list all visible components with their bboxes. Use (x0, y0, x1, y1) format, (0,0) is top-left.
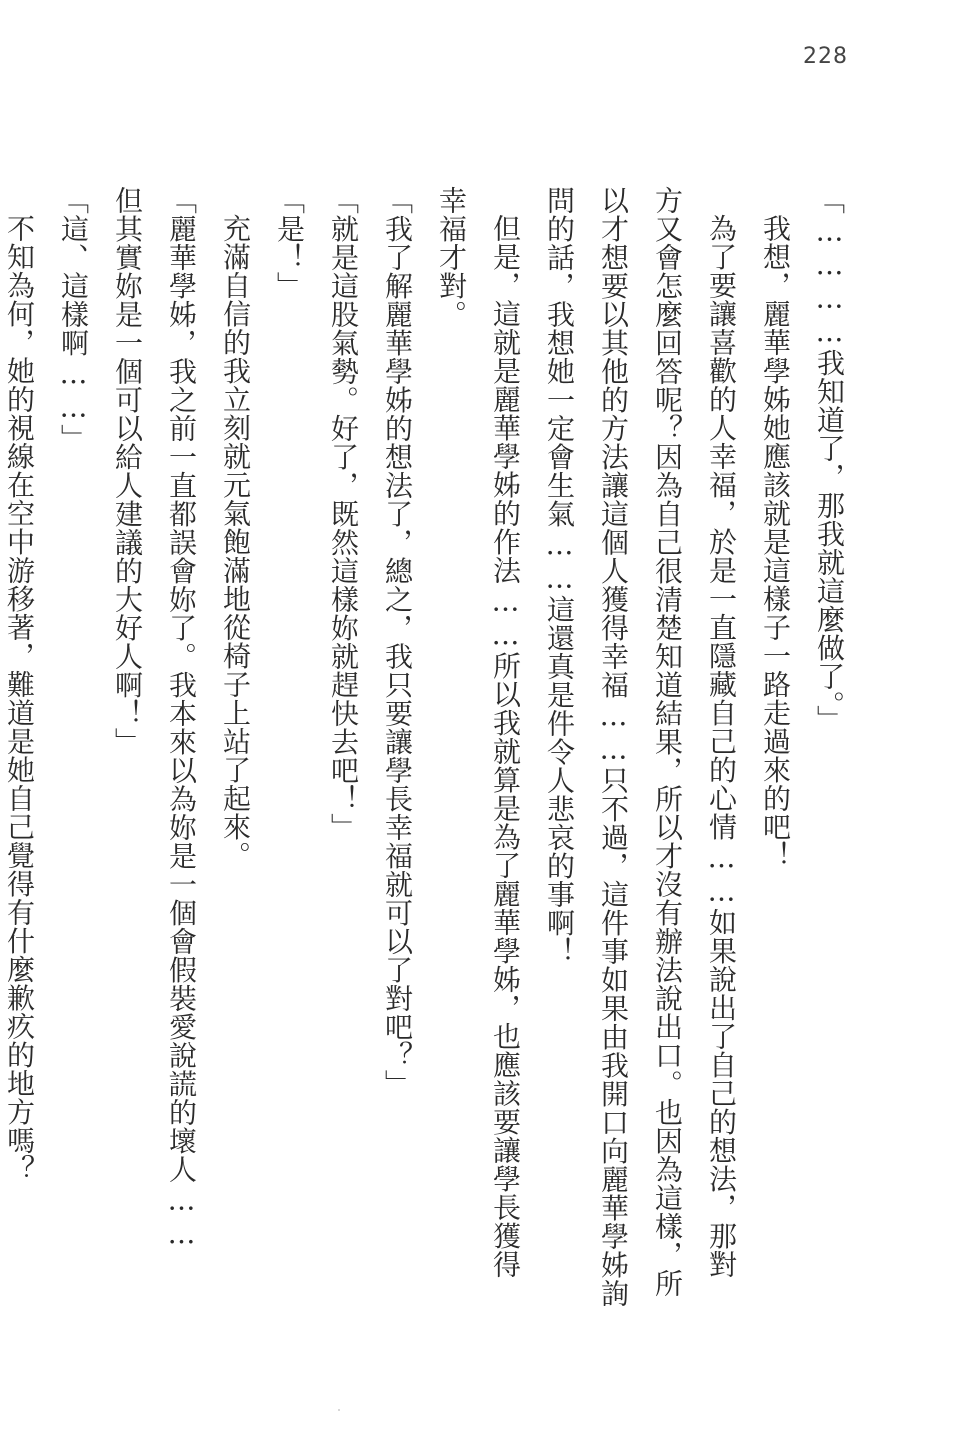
page-speck (338, 1409, 340, 1411)
text-line: 方又會怎麼回答呢？因為自己很清楚知道結果，所以才沒有辦法說出口。也因為這樣，所 (651, 186, 684, 1298)
text-line: 但是，這就是麗華學姊的作法……所以我就算是為了麗華學姊，也應該要讓學長獲得 (489, 214, 522, 1279)
text-line: 幸福才對。 (435, 186, 468, 329)
text-line: 我想，麗華學姊她應該就是這樣子一路走過來的吧！ (759, 214, 792, 870)
text-line: 「…………我知道了，那我就這麼做了。」 (813, 186, 846, 734)
text-line: 「我了解麗華學姊的想法了，總之，我只要讓學長幸福就可以了對吧？」 (381, 186, 414, 1098)
text-line: 為了要讓喜歡的人幸福，於是一直隱藏自己的心情……如果說出了自己的想法，那對 (705, 214, 738, 1279)
text-line: 「這、這樣啊……」 (57, 186, 90, 453)
text-line: 「就是這股氣勢。好了，既然這樣妳就趕快去吧！」 (327, 186, 360, 842)
text-line: 不知為何，她的視線在空中游移著，難道是她自己覺得有什麼歉疚的地方嗎？ (3, 214, 36, 1183)
body-text (0, 186, 856, 1346)
text-line: 但其實妳是一個可以給人建議的大好人啊！」 (111, 186, 144, 756)
text-line: 「是！」 (273, 186, 306, 300)
text-line: 問的話，我想她一定會生氣……這還真是件令人悲哀的事啊！ (543, 186, 576, 966)
text-line: 以才想要以其他的方法讓這個人獲得幸福……只不過，這件事如果由我開口向麗華學姊詢 (597, 186, 630, 1308)
page-number: 228 (803, 44, 848, 69)
text-line: 「麗華學姊，我之前一直都誤會妳了。我本來以為妳是一個會假裝愛說謊的壞人…… (165, 186, 198, 1251)
text-line: 充滿自信的我立刻就元氣飽滿地從椅子上站了起來。 (219, 214, 252, 870)
